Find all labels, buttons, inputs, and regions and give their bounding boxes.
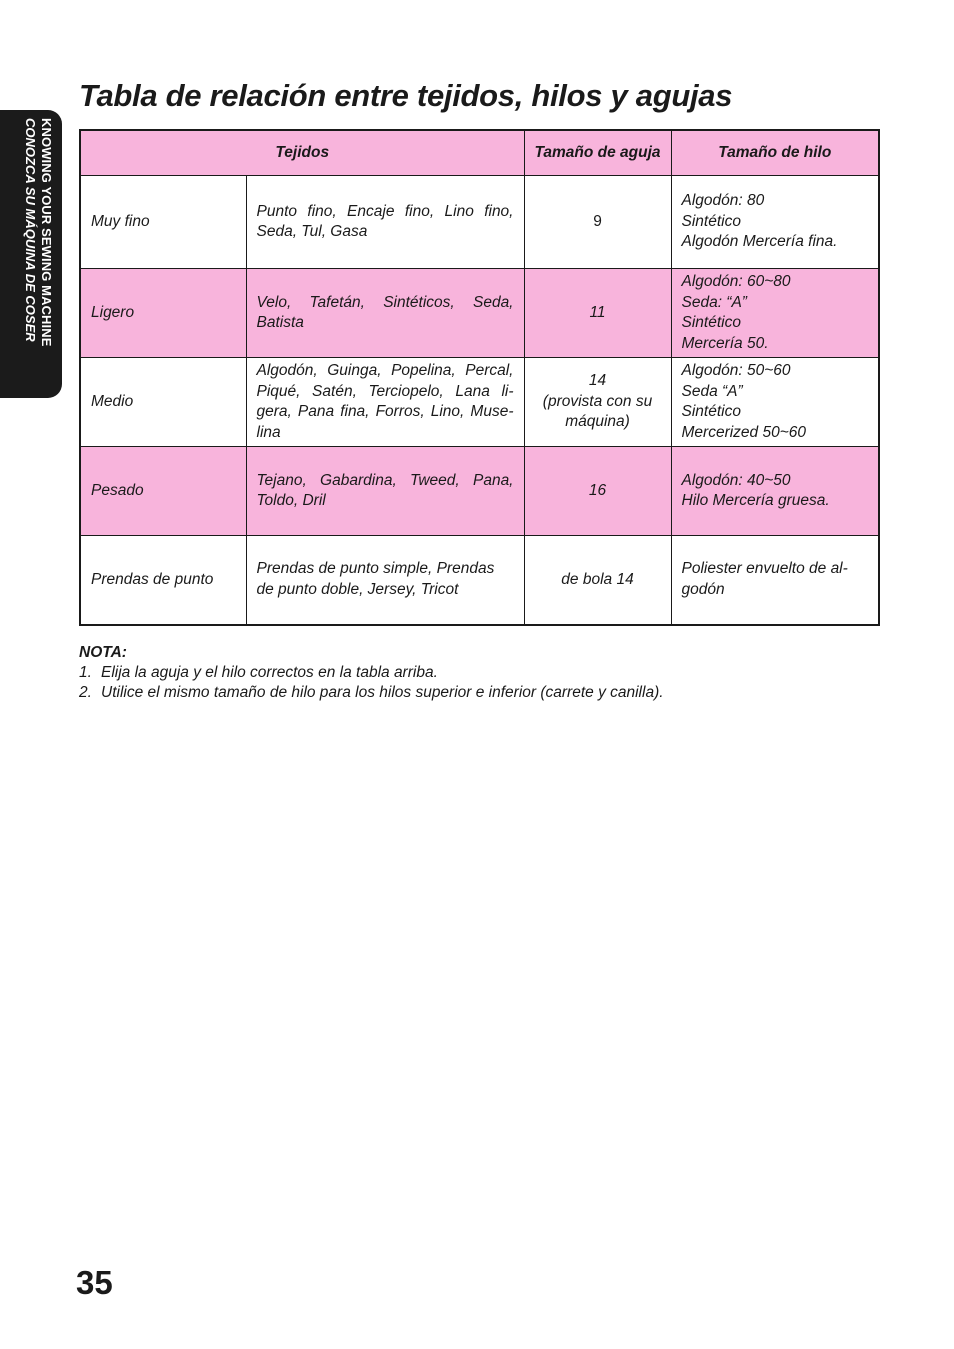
page-title: Tabla de relación entre tejidos, hilos y agujas bbox=[79, 78, 733, 113]
needle-line: 16 bbox=[588, 481, 607, 499]
needle-line: máquina) bbox=[565, 413, 630, 431]
note-title: NOTA: bbox=[79, 644, 127, 661]
fabric-type: Muy fino bbox=[80, 176, 246, 269]
side-tab-spanish: CONOZCA SU MÁQUINA DE COSER bbox=[23, 118, 38, 342]
needle-size bbox=[524, 536, 671, 625]
needle-line: 14 bbox=[588, 372, 607, 390]
table-header-row bbox=[80, 130, 879, 176]
thread-line: Seda “A” bbox=[681, 382, 743, 400]
needle-size bbox=[524, 176, 671, 269]
thread-line: Mercería 50. bbox=[681, 334, 769, 352]
needle-line: de bola 14 bbox=[561, 570, 634, 588]
thread-size bbox=[671, 358, 879, 447]
needle-line: (provista con su bbox=[542, 392, 653, 410]
note-item bbox=[79, 683, 879, 703]
needle-line: 11 bbox=[589, 303, 606, 321]
thread-size bbox=[671, 269, 879, 358]
note-item-text: Utilice el mismo tamaño de hilo para los hilos superior e inferior (carrete y canilla). bbox=[101, 684, 664, 701]
page-number: 35 bbox=[76, 1264, 113, 1301]
fabric-list: Algodón, Guinga, Popelina, Percal, Piqué, Satén, Terciopelo, Lana li-gera, Pana fina, Forros, Lino, Muse-lina bbox=[246, 358, 524, 447]
header-fabrics: Tejidos bbox=[80, 130, 524, 176]
fabric-list: Tejano, Gabardina, Tweed, Pana, Toldo, Dril bbox=[246, 447, 524, 536]
thread-line: Sintético bbox=[681, 314, 741, 331]
note-item-number: 1. bbox=[79, 664, 92, 681]
table-row bbox=[80, 269, 879, 358]
fabric-type: Prendas de punto bbox=[80, 536, 246, 625]
thread-line: Sintético bbox=[681, 212, 741, 230]
thread-line: Algodón: 50~60 bbox=[681, 362, 791, 379]
header-needle: Tamaño de aguja bbox=[524, 130, 671, 176]
header-thread: Tamaño de hilo bbox=[671, 130, 879, 176]
note-item-number: 2. bbox=[79, 684, 92, 701]
side-tab-text bbox=[8, 118, 54, 390]
fabric-list: Prendas de punto simple, Prendas de punto doble, Jersey, Tricot bbox=[246, 536, 524, 625]
side-tab bbox=[0, 110, 62, 398]
thread-line: Poliester envuelto de al-godón bbox=[681, 560, 848, 598]
fabric-list: Velo, Tafetán, Sintéticos, Seda, Batista bbox=[246, 269, 524, 358]
thread-line: Algodón: 40~50 bbox=[681, 471, 791, 489]
table-row bbox=[80, 176, 879, 269]
table-row bbox=[80, 447, 879, 536]
fabric-type: Medio bbox=[80, 358, 246, 447]
thread-line: Algodón: 80 bbox=[681, 192, 765, 210]
thread-size bbox=[671, 176, 879, 269]
side-tab-english: KNOWING YOUR SEWING MACHINE bbox=[39, 118, 54, 347]
needle-size bbox=[524, 447, 671, 536]
fabric-thread-needle-table bbox=[79, 129, 880, 626]
needle-size bbox=[524, 269, 671, 358]
thread-line: Sintético bbox=[681, 403, 741, 420]
thread-line: Hilo Mercería gruesa. bbox=[681, 492, 830, 509]
fabric-list: Punto fino, Encaje fino, Lino fino, Seda, Tul, Gasa bbox=[246, 176, 524, 269]
thread-size bbox=[671, 536, 879, 625]
fabric-type: Pesado bbox=[80, 447, 246, 536]
needle-line: 9 bbox=[593, 212, 602, 230]
note-item bbox=[79, 663, 879, 683]
table-row bbox=[80, 358, 879, 447]
note-section bbox=[79, 643, 879, 703]
thread-size bbox=[671, 447, 879, 536]
needle-size bbox=[524, 358, 671, 447]
thread-line: Mercerized 50~60 bbox=[681, 423, 806, 441]
thread-line: Algodón: 60~80 bbox=[681, 273, 791, 290]
thread-line: Seda: “A” bbox=[681, 293, 747, 311]
note-item-text: Elija la aguja y el hilo correctos en la tabla arriba. bbox=[101, 664, 438, 681]
thread-line: Algodón Mercería fina. bbox=[681, 233, 838, 251]
table-row bbox=[80, 536, 879, 625]
fabric-type: Ligero bbox=[80, 269, 246, 358]
